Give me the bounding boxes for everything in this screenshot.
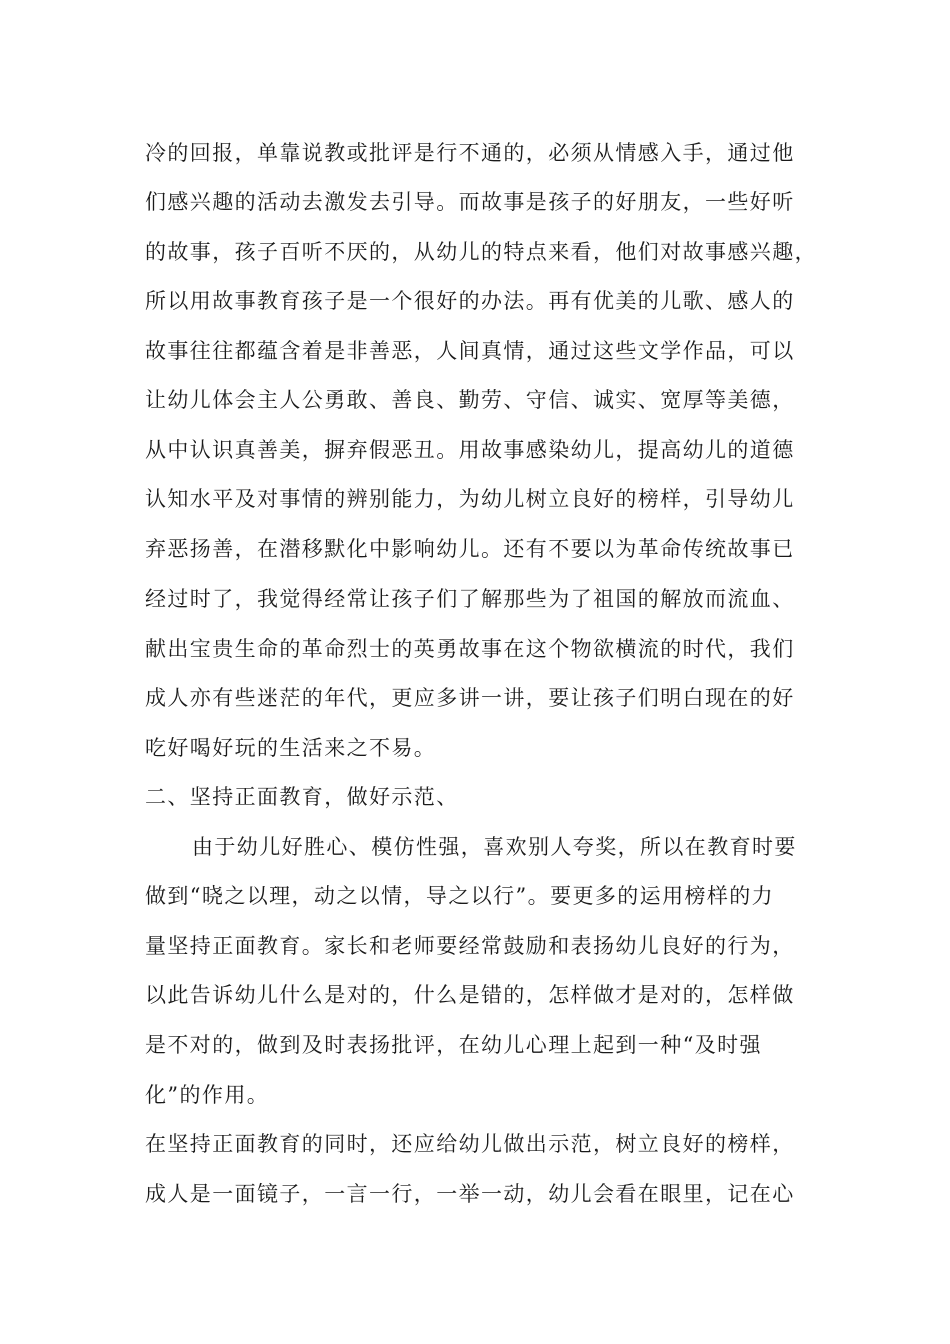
text-line: 以此告诉幼儿什么是对的，什么是错的，怎样做才是对的，怎样做 [145, 983, 795, 1007]
text-line: 故事往往都蕴含着是非善恶，人间真情，通过这些文学作品，可以 [145, 339, 795, 363]
text-line: 量坚持正面教育。家长和老师要经常鼓励和表扬幼儿良好的行为， [145, 934, 795, 958]
text-line: 是不对的，做到及时表扬批评，在幼儿心理上起到一种“及时强 [145, 1033, 762, 1057]
text-line: 在坚持正面教育的同时，还应给幼儿做出示范，树立良好的榜样， [145, 1132, 795, 1156]
text-line: 们感兴趣的活动去激发去引导。而故事是孩子的好朋友，一些好听 [145, 190, 795, 214]
section-heading: 二、坚持正面教育，做好示范、 [145, 785, 459, 809]
text-line: 做到“晓之以理，动之以情，导之以行”。要更多的运用榜样的力 [145, 884, 775, 908]
text-line: 从中认识真善美，摒弃假恶丑。用故事感染幼儿，提高幼儿的道德 [145, 438, 795, 462]
text-line: 成人亦有些迷茫的年代，更应多讲一讲，要让孩子们明白现在的好 [145, 686, 795, 710]
text-line: 认知水平及对事情的辨别能力，为幼儿树立良好的榜样，引导幼儿 [145, 487, 795, 511]
text-line: 经过时了，我觉得经常让孩子们了解那些为了祖国的解放而流血、 [145, 587, 795, 611]
text-line: 吃好喝好玩的生活来之不易。 [145, 736, 437, 760]
text-line: 献出宝贵生命的革命烈士的英勇故事在这个物欲横流的时代，我们 [145, 637, 795, 661]
text-line: 弃恶扬善，在潜移默化中影响幼儿。还有不要以为革命传统故事已 [145, 537, 795, 561]
text-line: 冷的回报，单靠说教或批评是行不通的，必须从情感入手，通过他 [145, 141, 795, 165]
text-line: 让幼儿体会主人公勇敢、善良、勤劳、守信、诚实、宽厚等美德， [145, 388, 795, 412]
text-line: 的故事，孩子百听不厌的，从幼儿的特点来看，他们对故事感兴趣， [145, 240, 817, 264]
text-line: 由于幼儿好胜心、模仿性强，喜欢别人夸奖，所以在教育时要 [192, 835, 797, 859]
text-line: 成人是一面镜子，一言一行，一举一动，幼儿会看在眼里，记在心 [145, 1182, 795, 1206]
text-line: 化”的作用。 [145, 1083, 270, 1107]
text-line: 所以用故事教育孩子是一个很好的办法。再有优美的儿歌、感人的 [145, 289, 795, 313]
